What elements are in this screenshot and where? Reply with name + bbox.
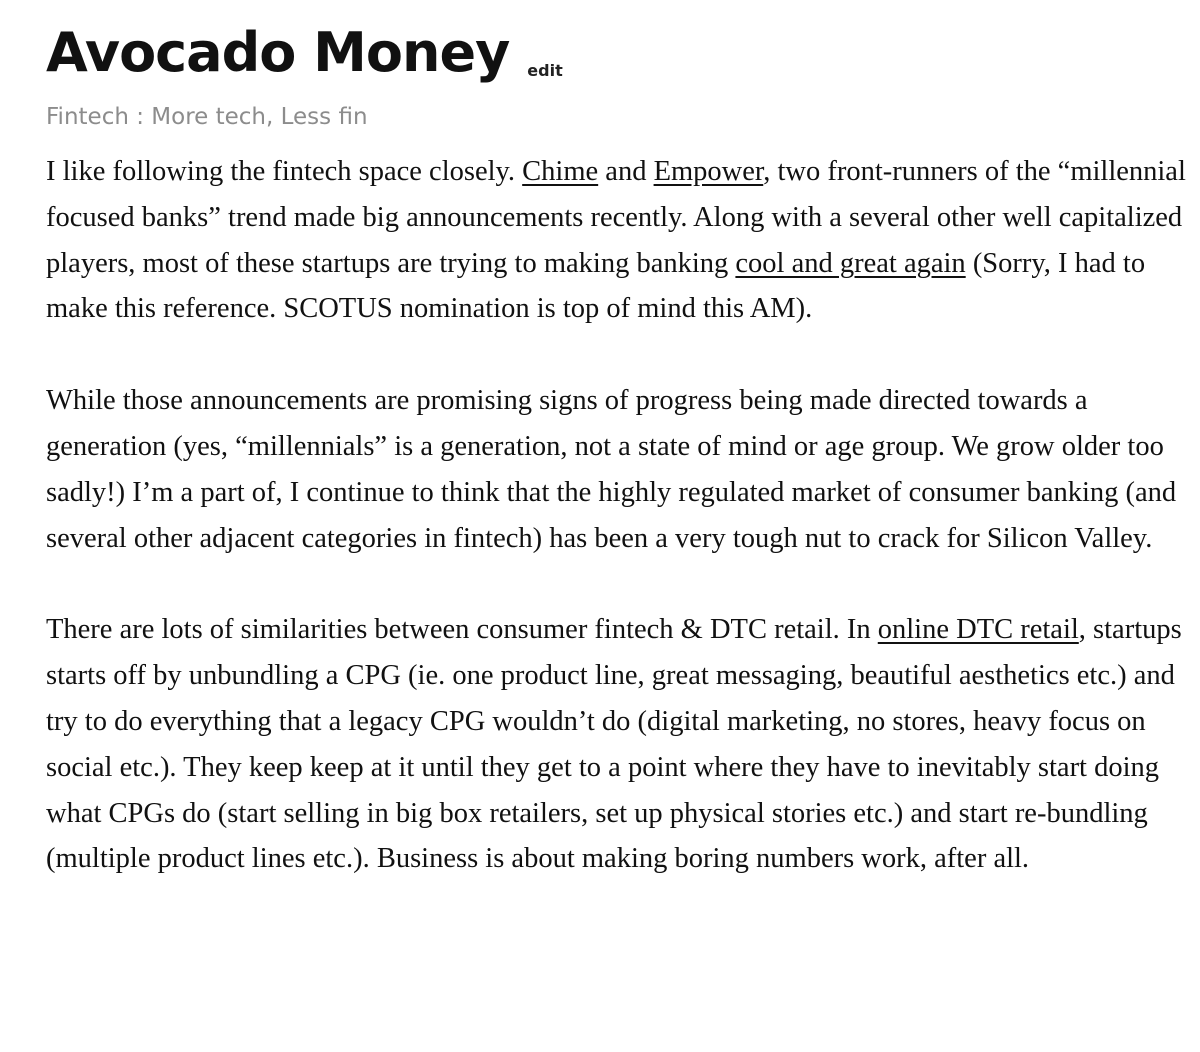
article <box>46 14 1186 928</box>
title-row <box>46 14 1186 92</box>
cool-and-great-again-link[interactable]: cool and great again <box>735 247 966 279</box>
paragraph-text: I like following the fintech space closely. <box>46 156 523 187</box>
article-body <box>46 149 1186 882</box>
paragraph-2: While those announcements are promising signs of progress being made directed towards a generation (yes, “millennials” is a generation, not a state of mind or age group. We grow older too sadly!) I’m a part of, I continue to think that the highly regulated market of consumer banking (and several other adjacent categories in fintech) has been a very tough nut to crack for Silicon Valley. <box>46 385 1177 554</box>
online-dtc-retail-link[interactable]: online DTC retail <box>877 614 1079 646</box>
edit-link[interactable]: edit <box>527 61 563 80</box>
paragraph-text: (Sorry, I had to make this reference. SCOTUS nomination is top of mind this AM). <box>46 247 1146 325</box>
paragraph-3 <box>46 607 1191 882</box>
page-title: Avocado Money <box>46 21 510 84</box>
chime-link[interactable]: Chime <box>522 156 599 187</box>
paragraph-text: and <box>598 156 654 187</box>
paragraph-text: , startups starts off by unbundling a CPG (ie. one product line, great messaging, beautiful aesthetics etc.) and try to do everything that a legacy CPG wouldn’t do (digital marketing, no stores, heavy focus on social etc.). They keep keep at it until they get to a point where they have to inevitably start doing what CPGs do (start selling in big box retailers, set up physical stories etc.) and start re-bundling (multiple product lines etc.). Business is about making boring numbers work, after all. <box>46 614 1182 875</box>
subtitle: Fintech : More tech, Less fin <box>46 104 368 130</box>
paragraph-text: , two front-runners of the “millennial focused banks” trend made big announcements recently. Along with a several other well capitalized players, most of these startups are trying to making banking <box>46 156 1186 279</box>
empower-link[interactable]: Empower <box>653 156 764 187</box>
paragraph-1 <box>46 149 1191 332</box>
paragraph-text: There are lots of similarities between consumer fintech & DTC retail. In <box>46 614 878 646</box>
